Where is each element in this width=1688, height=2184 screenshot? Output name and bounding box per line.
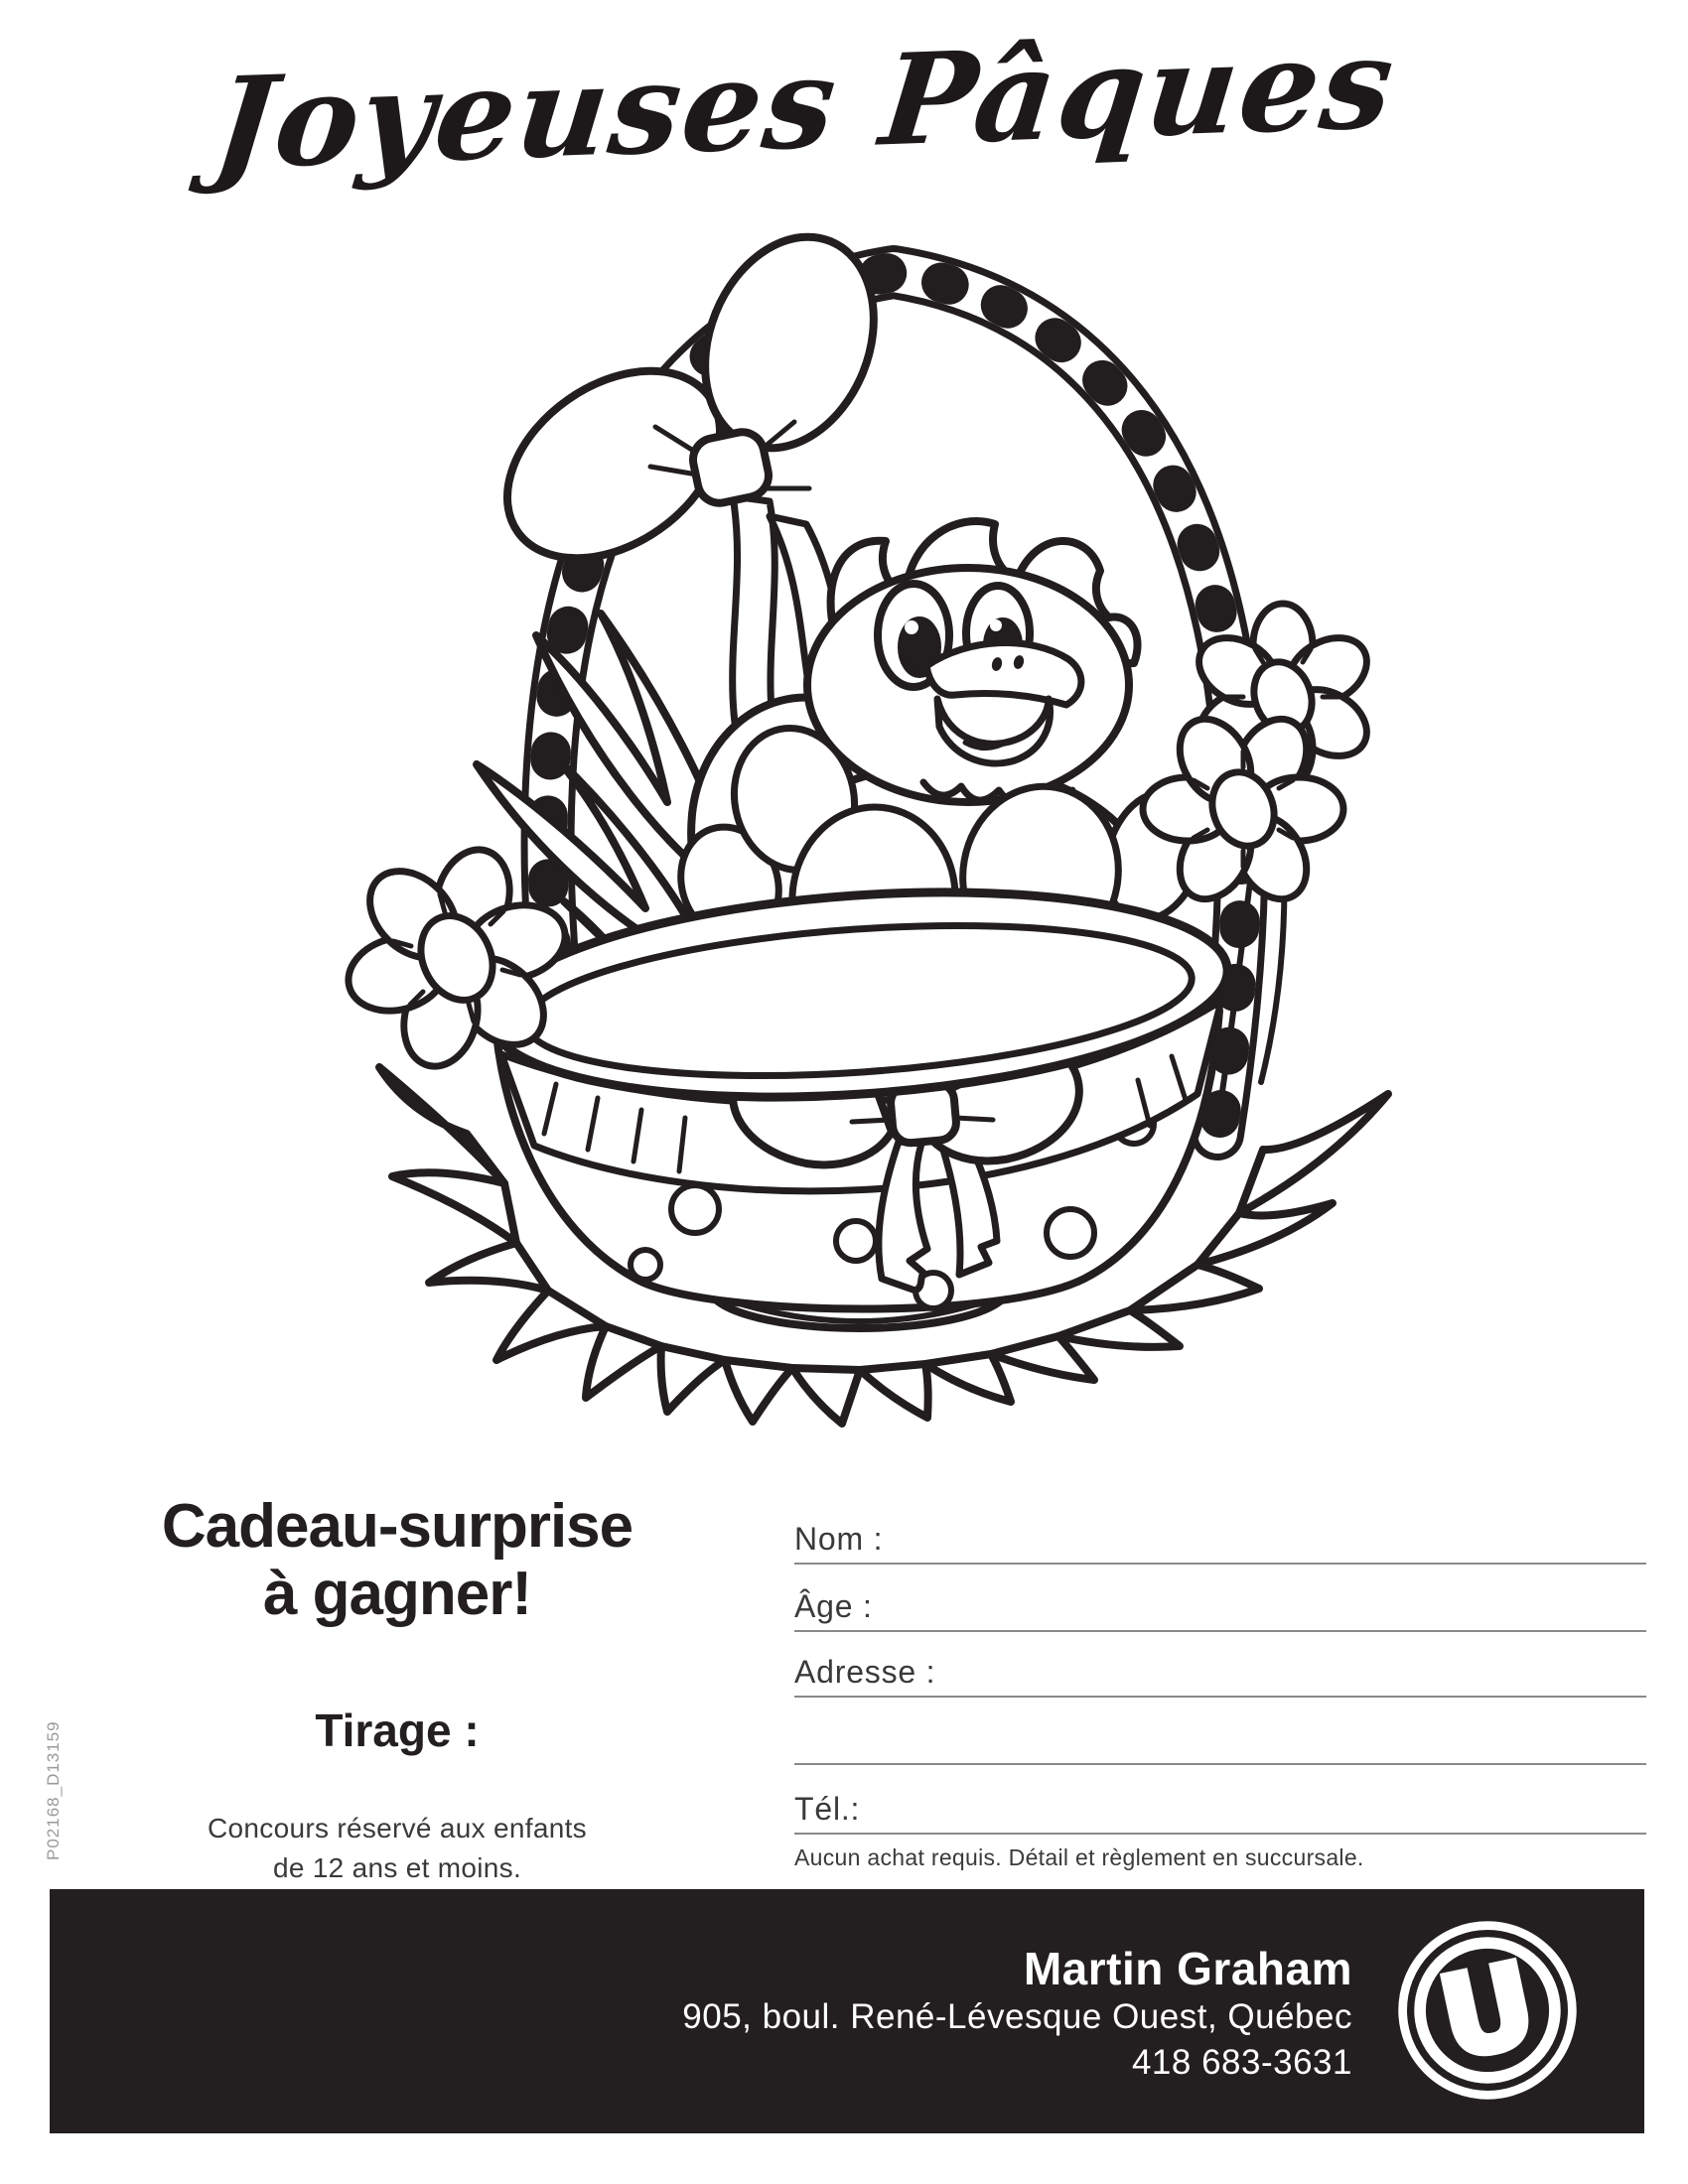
eligibility-note <box>89 1809 705 1888</box>
age-label: Âge : <box>794 1588 873 1624</box>
store-info <box>682 1943 1352 2085</box>
address-field-line2[interactable] <box>794 1719 1646 1765</box>
chick-beak <box>926 642 1081 705</box>
logo-letter: U <box>1428 1937 1547 2086</box>
name-field[interactable] <box>794 1519 1646 1565</box>
footer-bar <box>50 1889 1644 2133</box>
draw-label: Tirage : <box>315 1705 480 1756</box>
phone-label: Tél.: <box>794 1791 861 1827</box>
store-owner-name: Martin Graham <box>1023 1943 1352 1994</box>
prize-headline-line1: Cadeau-surprise <box>161 1492 633 1561</box>
prize-headline <box>89 1493 705 1628</box>
age-field[interactable] <box>794 1586 1646 1632</box>
name-label: Nom : <box>794 1521 884 1557</box>
eligibility-line1: Concours réservé aux enfants <box>208 1813 587 1843</box>
address-field[interactable] <box>794 1652 1646 1698</box>
store-address: 905, boul. René-Lévesque Ouest, Québec <box>682 1997 1352 2036</box>
print-code: P02168_D13159 <box>44 1720 63 1860</box>
eligibility-line2: de 12 ans et moins. <box>272 1852 522 1883</box>
page-title-text: Joyeuses Pâques <box>207 8 1402 199</box>
prize-headline-line2: à gagner! <box>262 1560 532 1628</box>
contest-disclaimer: Aucun achat requis. Détail et règlement en succursale. <box>794 1844 1364 1870</box>
phone-field[interactable] <box>794 1789 1646 1835</box>
address-label: Adresse : <box>794 1654 936 1690</box>
basket <box>484 870 1234 1328</box>
store-phone: 418 683-3631 <box>1131 2043 1352 2082</box>
uniprix-logo <box>1391 1914 1584 2107</box>
